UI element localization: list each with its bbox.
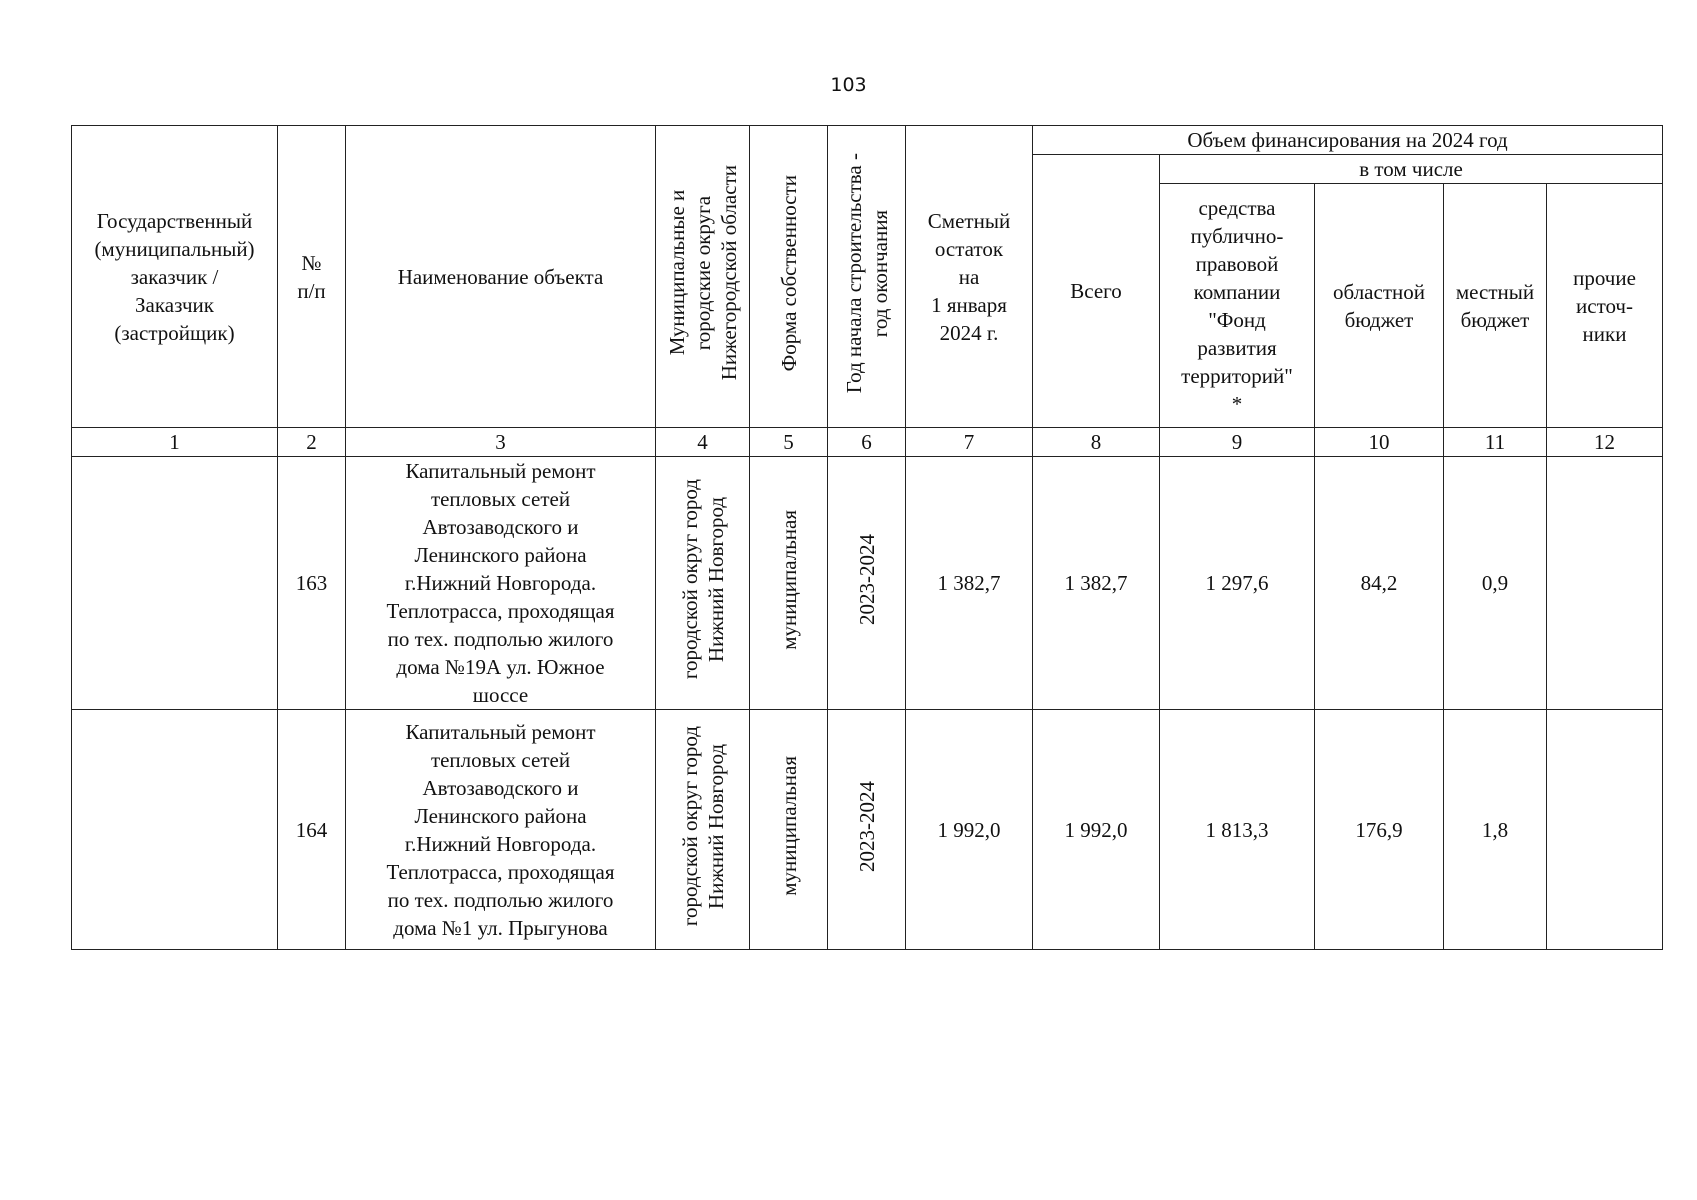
column-number: 7 — [906, 428, 1033, 457]
header-total: Всего — [1033, 155, 1160, 428]
cell-number: 164 — [278, 710, 346, 950]
cell-years — [828, 710, 906, 950]
column-number: 12 — [1547, 428, 1663, 457]
header-row-1 — [72, 126, 1663, 155]
header-customer: Государственный (муниципальный) заказчик / Заказчик (застройщик) — [72, 126, 278, 428]
page-number: 103 — [830, 74, 867, 96]
column-number: 10 — [1315, 428, 1444, 457]
cell-other — [1547, 710, 1663, 950]
column-number: 8 — [1033, 428, 1160, 457]
column-number: 5 — [750, 428, 828, 457]
cell-number: 163 — [278, 457, 346, 710]
column-number: 4 — [656, 428, 750, 457]
header-years — [828, 126, 906, 428]
cell-regional: 176,9 — [1315, 710, 1444, 950]
header-municipality-text: Муниципальные и городские округа Нижегородской области — [664, 165, 741, 381]
column-number: 3 — [346, 428, 656, 457]
cell-object-name: Капитальный ремонт тепловых сетей Автозаводского и Ленинского района г.Нижний Новгорода. Теплотрасса, проходящая по тех. подполью жилого дома №1 ул. Прыгунова — [346, 710, 656, 950]
cell-ownership — [750, 457, 828, 710]
cell-ownership-text: муниципальная — [776, 509, 801, 650]
cell-customer — [72, 457, 278, 710]
column-number: 11 — [1444, 428, 1547, 457]
header-local: местный бюджет — [1444, 184, 1547, 428]
cell-local: 0,9 — [1444, 457, 1547, 710]
cell-municipality — [656, 457, 750, 710]
table-row — [72, 710, 1663, 950]
cell-fund: 1 297,6 — [1160, 457, 1315, 710]
financing-table — [71, 125, 1663, 950]
cell-other — [1547, 457, 1663, 710]
cell-municipality — [656, 710, 750, 950]
cell-ownership-text: муниципальная — [776, 756, 801, 896]
header-object-name: Наименование объекта — [346, 126, 656, 428]
column-number-row — [72, 428, 1663, 457]
cell-municipality-text: городской округ город Нижний Новгород — [677, 479, 728, 680]
header-municipality — [656, 126, 750, 428]
cell-fund: 1 813,3 — [1160, 710, 1315, 950]
column-number: 1 — [72, 428, 278, 457]
header-including: в том числе — [1160, 155, 1663, 184]
column-number: 9 — [1160, 428, 1315, 457]
cell-regional: 84,2 — [1315, 457, 1444, 710]
cell-years-text: 2023-2024 — [854, 780, 879, 872]
cell-object-name: Капитальный ремонт тепловых сетей Автозаводского и Ленинского района г.Нижний Новгорода. Теплотрасса, проходящая по тех. подполью жилого дома №19А ул. Южное шоссе — [346, 457, 656, 710]
cell-estimate: 1 992,0 — [906, 710, 1033, 950]
header-regional: областной бюджет — [1315, 184, 1444, 428]
header-ownership — [750, 126, 828, 428]
header-fund: средства публично- правовой компании "Фонд развития территорий" * — [1160, 184, 1315, 428]
header-funding-group: Объем финансирования на 2024 год — [1033, 126, 1663, 155]
header-other: прочие источ- ники — [1547, 184, 1663, 428]
header-estimate: Сметный остаток на 1 января 2024 г. — [906, 126, 1033, 428]
cell-years — [828, 457, 906, 710]
cell-local: 1,8 — [1444, 710, 1547, 950]
column-number: 2 — [278, 428, 346, 457]
cell-municipality-text: городской округ город Нижний Новгород — [677, 725, 728, 927]
cell-customer — [72, 710, 278, 950]
cell-total: 1 992,0 — [1033, 710, 1160, 950]
column-number: 6 — [828, 428, 906, 457]
header-years-text: Год начала строительства - год окончания — [841, 152, 892, 394]
cell-estimate: 1 382,7 — [906, 457, 1033, 710]
cell-years-text: 2023-2024 — [854, 534, 879, 625]
cell-ownership — [750, 710, 828, 950]
header-number: № п/п — [278, 126, 346, 428]
header-ownership-text: Форма собственности — [776, 174, 801, 372]
table-row — [72, 457, 1663, 710]
cell-total: 1 382,7 — [1033, 457, 1160, 710]
